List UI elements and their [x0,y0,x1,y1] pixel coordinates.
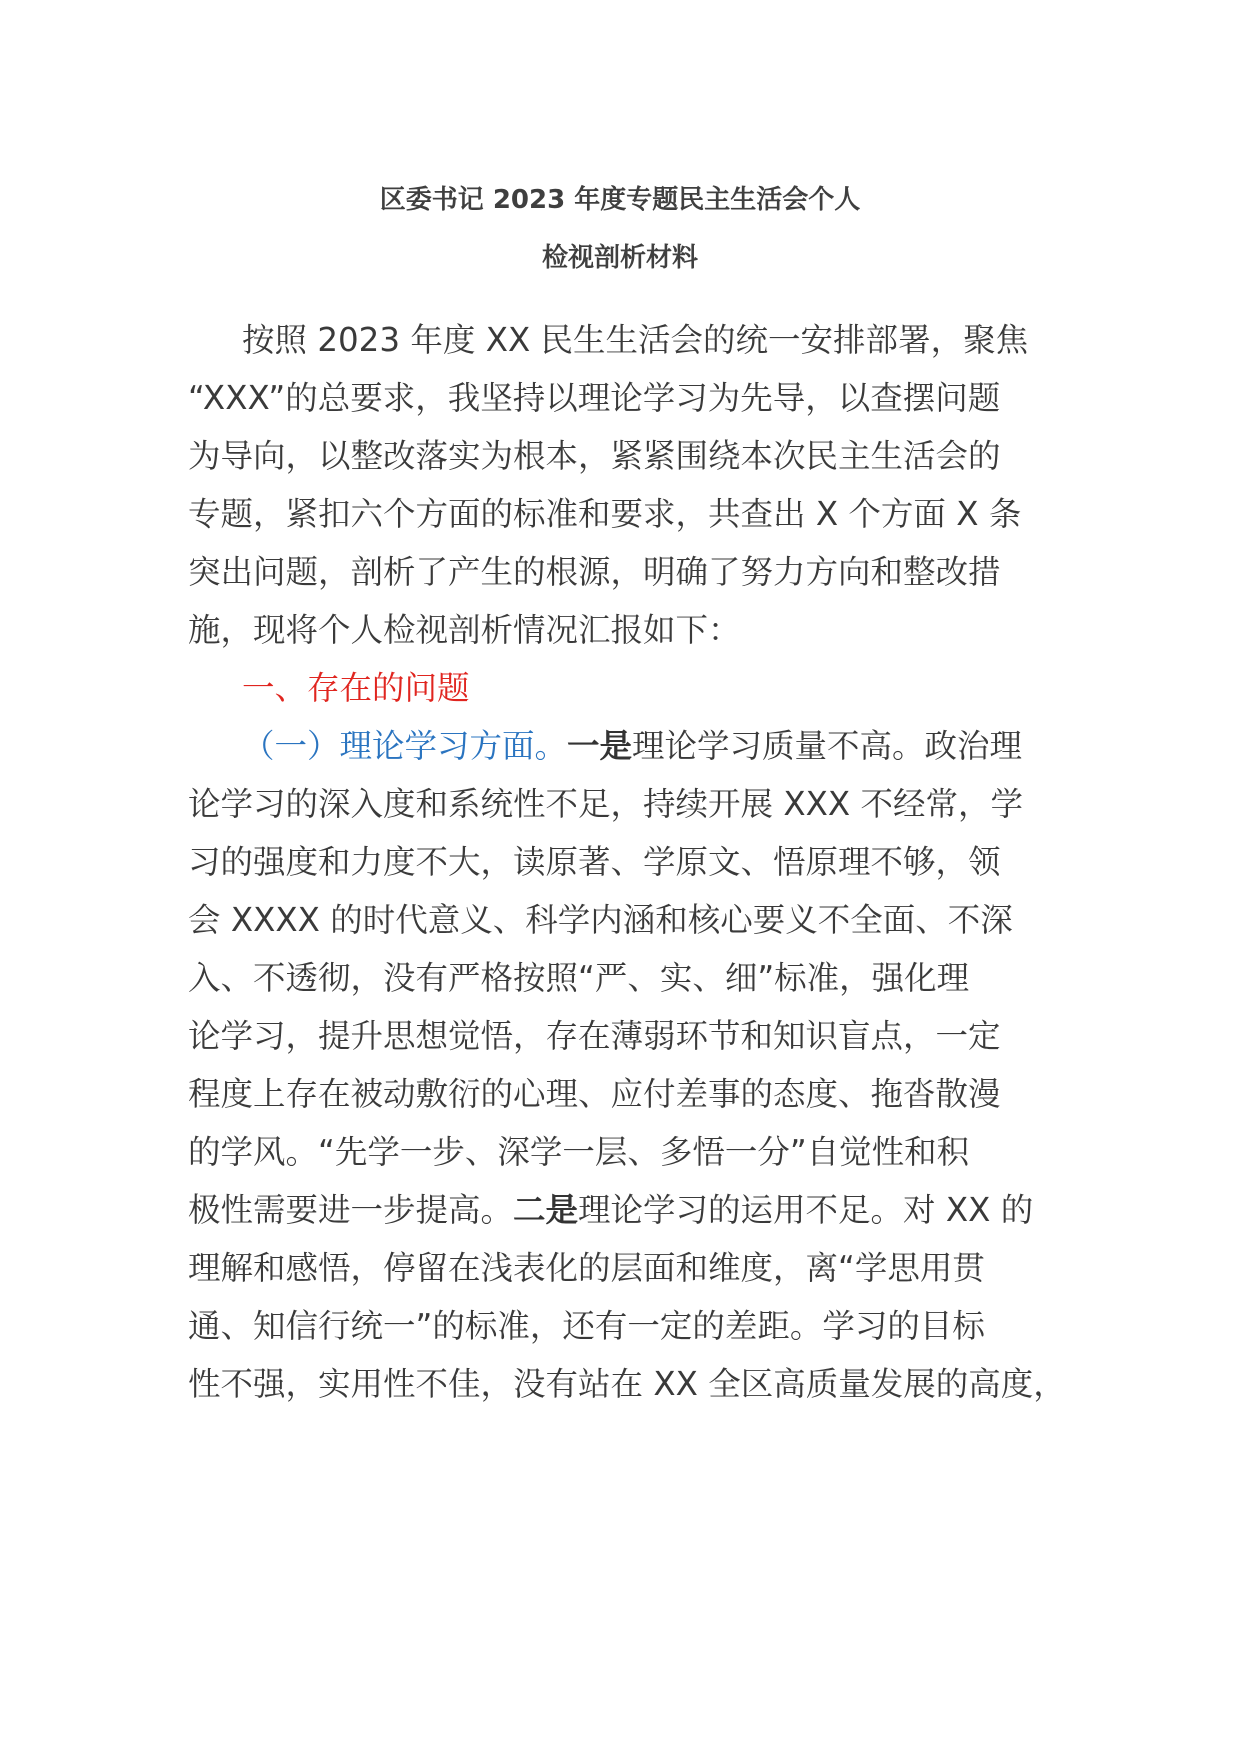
intro-paragraph-line: 突出问题，剖析了产生的根源，明确了努力方向和整改措 [188,553,1001,591]
body-paragraph-line: 的学风。“先学一步、深学一层、多悟一分”自觉性和积 [188,1133,970,1171]
intro-paragraph-line: 为导向，以整改落实为根本，紧紧围绕本次民主生活会的 [188,437,1001,475]
body-paragraph-line: 会 XXXX 的时代意义、科学内涵和核心要义不全面、不深 [188,901,1013,939]
intro-paragraph-line: 施，现将个人检视剖析情况汇报如下： [188,611,741,649]
intro-paragraph-line: 专题，紧扣六个方面的标准和要求，共查出 X 个方面 X 条 [188,495,1022,533]
body-paragraph-line: 习的强度和力度不大，读原著、学原文、悟原理不够，领 [188,843,1001,881]
body-paragraph-line: 程度上存在被动敷衍的心理、应付差事的态度、拖沓散漫 [188,1075,1001,1113]
intro-paragraph-line: “XXX”的总要求，我坚持以理论学习为先导，以查摆问题 [188,379,1001,417]
point-text: 极性需要进一步提高。 [188,1191,514,1229]
point-marker-first: 一是 [567,727,633,765]
point-marker-second: 二是 [513,1191,579,1229]
document-title-line-1: 区委书记 2023 年度专题民主生活会个人 [379,185,861,215]
body-paragraph-line: 入、不透彻，没有严格按照“严、实、细”标准，强化理 [188,959,970,997]
body-paragraph-line-mixed [188,1188,1033,1232]
body-paragraph-line: 理解和感悟，停留在浅表化的层面和维度，离“学思用贯 [188,1249,985,1287]
body-paragraph-line: 性不强，实用性不佳，没有站在 XX 全区高质量发展的高度， [188,1365,1066,1403]
point-text: 理论学习质量不高。政治理 [632,727,1023,765]
document-title-line-2: 检视剖析材料 [541,243,698,273]
body-paragraph-line: 通、知信行统一”的标准，还有一定的差距。学习的目标 [188,1307,985,1345]
section-heading-problems: 一、存在的问题 [242,669,470,707]
point-text: 理论学习的运用不足。对 XX 的 [578,1191,1034,1229]
intro-paragraph-line: 按照 2023 年度 XX 民生生活会的统一安排部署，聚焦 [242,321,1029,359]
body-paragraph-line: 论学习，提升思想觉悟，存在薄弱环节和知识盲点，一定 [188,1017,1001,1055]
subsection-heading-theory-study: （一）理论学习方面。 [242,727,568,765]
subsection-first-line [242,724,1022,768]
body-paragraph-line: 论学习的深入度和系统性不足，持续开展 XXX 不经常，学 [188,785,1023,823]
